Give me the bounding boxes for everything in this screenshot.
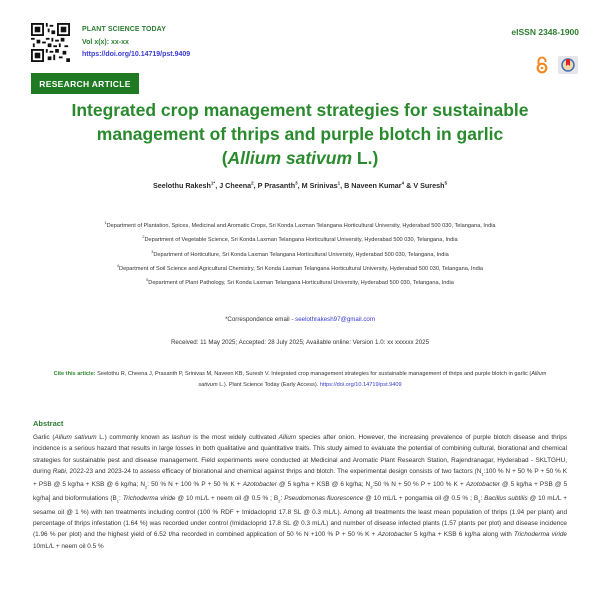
journal-name: PLANT SCIENCE TODAY bbox=[82, 26, 166, 33]
citation: Cite this article: Seelothu R, Cheena J, Prasanth P, Srinivas M, Naveen KB, Suresh V. Integrated crop management strategies for sustainable management of thrips and purple blotch in garlic (Allium sativum L.). Plant Science Today (Early Access). https://doi.org/10.14719/pst.9409 bbox=[53, 371, 547, 388]
correspondence bbox=[0, 316, 600, 323]
volume-info: Vol x(x): xx-xx bbox=[82, 39, 129, 46]
species-name: Allium sativum bbox=[227, 148, 353, 168]
affiliation: $^1$Department of Plantation, Spices, Medicinal and Aromatic Crops, Sri Konda Laxman Telangana Horticultural University, Hyderabad 500 030, Telangana, India bbox=[104, 221, 496, 229]
cite-label: Cite this article: bbox=[53, 371, 98, 377]
affiliation: $^3$Department of Horticulture, Sri Konda Laxman Telangana Horticultural University, Hyderabad 500 030, Telangana, India bbox=[151, 249, 449, 258]
abstract-body: Garlic (Allium sativum L.) commonly known as lashun is the most widely cultivated Allium species after onion. However, the increasing prevalence of purple blotch disease and thrips incidence is a serious hazard that results in large losses in both qualitative and quantitative traits. This study aimed to evaluate the potential of combining cultural, biorational and chemical strategies for sustainable pest and disease management. Field experiments were conducted at Medicinal and Aromatic Plant Research Station, Rajendranagar, Hyderabad - SKLTGHU, during Rabi, 2022-23 and 2023-24 to assess efficacy of biorational and chemical against thrips and blotch. The experimental design consists of two factors ($N_1:100$ % N + 50 % P + 50 % K + PSB @ 5 kg/ha + KSB @ 6 kg/ha; $N_2$: 50 % N + 100 % P + 50 % K + Azotobacter @ 5 kg/ha + KSB @ 6 kg/ha; $N_3:50$ % N + 50 % P + 100 % K + Azotobacter @ 5 kg/ha + PSB @ 5 kg/ha] and bioformulations ($B_1$: Trichoderma viride @ 10 mL/L + neem oil @ 0.5 % ; $B_2$: Pseudomonas fluorescence @ 10 mL/L + pongamia oil @ 0.5 % ; $B_3$: Bacillus subtilis @ 10 mL/L + sesame oil @ 1 %) with ten treatments including control (100 % RDF + Imidacloprid 17.8 SL @ 0.3 mL/L). Among all treatments the least mean population of thrips (1.94 per plant) and percentage of thrips infestation (1.64 %) was recorded under control (Imidacloprid 17.8 SL @ 0.3 mL/L) and number of disease infected plants (1.57 plants per plot) and disease incidence (1.96 % per plot) and the highest yield of 6.52 t/ha recorded in combined application of 50 % N +100 % P + 50 % K + Azotobacter 5 kg/ha + KSB 6 kg/ha along with Trichoderma viride 10mL/L + neem oil 0.5 % bbox=[33, 434, 568, 550]
title-line-2: management of thrips and purple blotch in garlic bbox=[96, 124, 504, 144]
title-line-1: Integrated crop management strategies for sustainable bbox=[71, 100, 529, 120]
cite-doi-link[interactable]: https://doi.org/10.14719/pst.9409 bbox=[319, 382, 402, 388]
author: J Cheena$^2$, bbox=[219, 181, 258, 191]
author: V Suresh$^5$ bbox=[413, 181, 447, 191]
title-line-3: (Allium sativum L.) bbox=[221, 148, 379, 168]
article-title bbox=[40, 98, 560, 170]
author: B Naveen Kumar$^4$ & bbox=[344, 181, 414, 191]
author: M Srinivas$^1$, bbox=[301, 181, 345, 191]
article-type-badge: RESEARCH ARTICLE bbox=[31, 73, 139, 94]
author: Seelothu Rakesh$^{1*}$, bbox=[153, 181, 220, 191]
abstract-heading: Abstract bbox=[33, 419, 64, 428]
affiliation: $^2$Department of Vegetable Science, Sri Konda Laxman Telangana Horticultural University, Hyderabad 500 030, Telangana, India bbox=[142, 235, 458, 244]
doi-link[interactable]: https://doi.org/10.14719/pst.9409 bbox=[82, 51, 191, 58]
affiliation: $^4$Department of Soil Science and Agricultural Chemistry, Sri Konda Laxman Telangana Horticultural University, Hyderabad 500 030, Telangana, India bbox=[116, 264, 484, 272]
correspondence-email-link[interactable]: seelothrakesh97@gmail.com bbox=[295, 316, 376, 323]
open-access-icon bbox=[535, 56, 549, 74]
affiliation: $^5$Department of Plant Pathology, Sri Konda Laxman Telangana Horticultural University, Hyderabad 500 030, Telangana, India bbox=[146, 278, 454, 287]
eissn: eISSN 2348-1900 bbox=[511, 27, 579, 37]
correspondence-label: *Correspondence email - bbox=[224, 316, 296, 323]
qr-code-icon bbox=[31, 23, 70, 62]
affiliations bbox=[40, 218, 560, 290]
author-list bbox=[0, 181, 600, 190]
crossmark-icon[interactable] bbox=[558, 56, 578, 74]
author: P Prasanth$^3$, bbox=[257, 181, 302, 191]
publication-dates: Received: 11 May 2025; Accepted: 28 July 2025; Available online: Version 1.0: xx xxxxxx 2025 bbox=[170, 339, 430, 346]
